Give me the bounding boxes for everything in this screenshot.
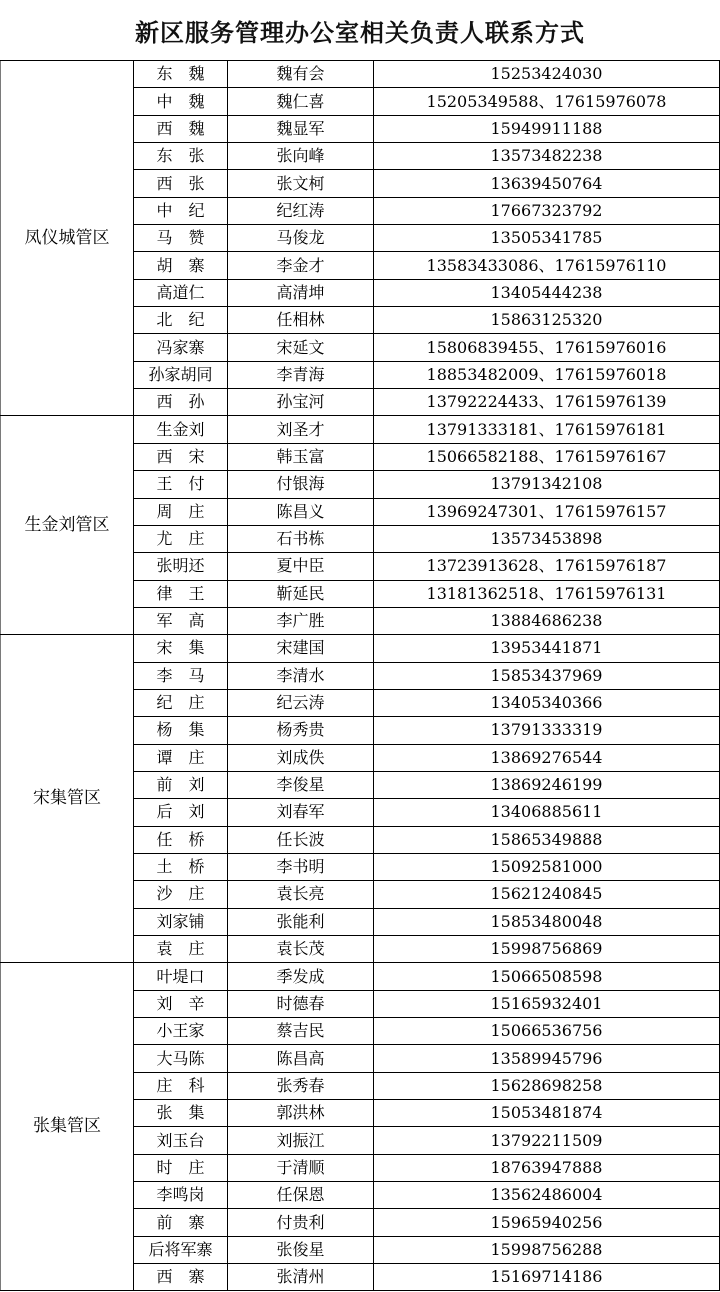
contact-person: 李俊星 (228, 771, 374, 798)
contact-person: 张俊星 (228, 1236, 374, 1263)
village-name: 西 魏 (134, 115, 228, 142)
district-name: 凤仪城管区 (1, 61, 134, 416)
village-name: 刘玉台 (134, 1127, 228, 1154)
phone-number: 13573453898 (374, 525, 720, 552)
phone-number: 17667323792 (374, 197, 720, 224)
phone-number: 15949911188 (374, 115, 720, 142)
village-name: 马 赞 (134, 225, 228, 252)
table-row (1, 416, 720, 443)
contact-person: 石书栋 (228, 525, 374, 552)
contact-person: 李书明 (228, 853, 374, 880)
village-name: 高道仁 (134, 279, 228, 306)
village-name: 杨 集 (134, 717, 228, 744)
contact-person: 季发成 (228, 963, 374, 990)
contact-person: 任相林 (228, 307, 374, 334)
table-row (1, 61, 720, 88)
village-name: 张 集 (134, 1100, 228, 1127)
village-name: 张明还 (134, 553, 228, 580)
contact-person: 于清顺 (228, 1154, 374, 1181)
phone-number: 13792211509 (374, 1127, 720, 1154)
contact-person: 刘振江 (228, 1127, 374, 1154)
contact-person: 魏显军 (228, 115, 374, 142)
village-name: 西 张 (134, 170, 228, 197)
contact-person: 夏中臣 (228, 553, 374, 580)
contact-person: 李清水 (228, 662, 374, 689)
contact-person: 袁长亮 (228, 881, 374, 908)
phone-number: 15865349888 (374, 826, 720, 853)
contact-person: 张清州 (228, 1264, 374, 1291)
phone-number: 15853437969 (374, 662, 720, 689)
contact-person: 付贵利 (228, 1209, 374, 1236)
phone-number: 13562486004 (374, 1182, 720, 1209)
contact-person: 魏有会 (228, 61, 374, 88)
phone-number: 15998756288 (374, 1236, 720, 1263)
village-name: 尤 庄 (134, 525, 228, 552)
phone-number: 15205349588、17615976078 (374, 88, 720, 115)
village-name: 小王家 (134, 1018, 228, 1045)
contact-table (0, 60, 720, 1291)
contact-person: 刘春军 (228, 799, 374, 826)
district-name: 宋集管区 (1, 635, 134, 963)
phone-number: 13969247301、17615976157 (374, 498, 720, 525)
phone-number: 13791333319 (374, 717, 720, 744)
contact-person: 陈昌高 (228, 1045, 374, 1072)
contact-person: 魏仁喜 (228, 88, 374, 115)
phone-number: 18853482009、17615976018 (374, 361, 720, 388)
phone-number: 15965940256 (374, 1209, 720, 1236)
phone-number: 15066582188、17615976167 (374, 443, 720, 470)
village-name: 时 庄 (134, 1154, 228, 1181)
village-name: 孙家胡同 (134, 361, 228, 388)
village-name: 西 宋 (134, 443, 228, 470)
phone-number: 15053481874 (374, 1100, 720, 1127)
contact-person: 马俊龙 (228, 225, 374, 252)
phone-number: 15092581000 (374, 853, 720, 880)
contact-person: 刘成佚 (228, 744, 374, 771)
contact-person: 李金才 (228, 252, 374, 279)
village-name: 庄 科 (134, 1072, 228, 1099)
village-name: 军 高 (134, 607, 228, 634)
contact-person: 纪云涛 (228, 689, 374, 716)
phone-number: 13953441871 (374, 635, 720, 662)
village-name: 东 魏 (134, 61, 228, 88)
contact-person: 杨秀贵 (228, 717, 374, 744)
village-name: 东 张 (134, 143, 228, 170)
phone-number: 15806839455、17615976016 (374, 334, 720, 361)
phone-number: 15169714186 (374, 1264, 720, 1291)
contact-person: 纪红涛 (228, 197, 374, 224)
village-name: 前 刘 (134, 771, 228, 798)
phone-number: 13505341785 (374, 225, 720, 252)
contact-person: 袁长茂 (228, 936, 374, 963)
village-name: 土 桥 (134, 853, 228, 880)
contact-person: 宋延文 (228, 334, 374, 361)
contact-person: 高清坤 (228, 279, 374, 306)
village-name: 西 孙 (134, 389, 228, 416)
village-name: 叶堤口 (134, 963, 228, 990)
phone-number: 13405340366 (374, 689, 720, 716)
phone-number: 15863125320 (374, 307, 720, 334)
phone-number: 15165932401 (374, 990, 720, 1017)
district-name: 生金刘管区 (1, 416, 134, 635)
village-name: 生金刘 (134, 416, 228, 443)
village-name: 中 魏 (134, 88, 228, 115)
contact-person: 张能利 (228, 908, 374, 935)
table-row (1, 635, 720, 662)
contact-person: 靳延民 (228, 580, 374, 607)
phone-number: 13869246199 (374, 771, 720, 798)
contact-person: 任保恩 (228, 1182, 374, 1209)
phone-number: 13884686238 (374, 607, 720, 634)
phone-number: 15066508598 (374, 963, 720, 990)
phone-number: 13791342108 (374, 471, 720, 498)
phone-number: 13791333181、17615976181 (374, 416, 720, 443)
village-name: 刘家铺 (134, 908, 228, 935)
village-name: 宋 集 (134, 635, 228, 662)
contact-person: 孙宝河 (228, 389, 374, 416)
village-name: 大马陈 (134, 1045, 228, 1072)
village-name: 李鸣岗 (134, 1182, 228, 1209)
village-name: 胡 寨 (134, 252, 228, 279)
contact-person: 时德春 (228, 990, 374, 1017)
phone-number: 13573482238 (374, 143, 720, 170)
phone-number: 15621240845 (374, 881, 720, 908)
village-name: 冯家寨 (134, 334, 228, 361)
contact-person: 张向峰 (228, 143, 374, 170)
phone-number: 13583433086、17615976110 (374, 252, 720, 279)
contact-person: 张秀春 (228, 1072, 374, 1099)
contact-person: 刘圣才 (228, 416, 374, 443)
contact-person: 韩玉富 (228, 443, 374, 470)
phone-number: 15628698258 (374, 1072, 720, 1099)
phone-number: 13723913628、17615976187 (374, 553, 720, 580)
village-name: 王 付 (134, 471, 228, 498)
contact-table-body (1, 61, 720, 1291)
village-name: 李 马 (134, 662, 228, 689)
phone-number: 13639450764 (374, 170, 720, 197)
contact-person: 陈昌义 (228, 498, 374, 525)
village-name: 沙 庄 (134, 881, 228, 908)
phone-number: 13589945796 (374, 1045, 720, 1072)
phone-number: 15253424030 (374, 61, 720, 88)
contact-person: 李青海 (228, 361, 374, 388)
village-name: 任 桥 (134, 826, 228, 853)
village-name: 律 王 (134, 580, 228, 607)
village-name: 刘 辛 (134, 990, 228, 1017)
village-name: 后将军寨 (134, 1236, 228, 1263)
phone-number: 15998756869 (374, 936, 720, 963)
village-name: 西 寨 (134, 1264, 228, 1291)
phone-number: 13792224433、17615976139 (374, 389, 720, 416)
contact-person: 张文柯 (228, 170, 374, 197)
village-name: 谭 庄 (134, 744, 228, 771)
village-name: 后 刘 (134, 799, 228, 826)
village-name: 北 纪 (134, 307, 228, 334)
phone-number: 13181362518、17615976131 (374, 580, 720, 607)
phone-number: 13406885611 (374, 799, 720, 826)
phone-number: 18763947888 (374, 1154, 720, 1181)
district-name: 张集管区 (1, 963, 134, 1291)
village-name: 纪 庄 (134, 689, 228, 716)
contact-person: 郭洪林 (228, 1100, 374, 1127)
contact-person: 宋建国 (228, 635, 374, 662)
village-name: 周 庄 (134, 498, 228, 525)
phone-number: 15066536756 (374, 1018, 720, 1045)
village-name: 袁 庄 (134, 936, 228, 963)
village-name: 前 寨 (134, 1209, 228, 1236)
contact-person: 蔡吉民 (228, 1018, 374, 1045)
phone-number: 13869276544 (374, 744, 720, 771)
phone-number: 15853480048 (374, 908, 720, 935)
contact-person: 任长波 (228, 826, 374, 853)
village-name: 中 纪 (134, 197, 228, 224)
phone-number: 13405444238 (374, 279, 720, 306)
contact-person: 李广胜 (228, 607, 374, 634)
table-row (1, 963, 720, 990)
page-title: 新区服务管理办公室相关负责人联系方式 (135, 17, 585, 47)
contact-person: 付银海 (228, 471, 374, 498)
